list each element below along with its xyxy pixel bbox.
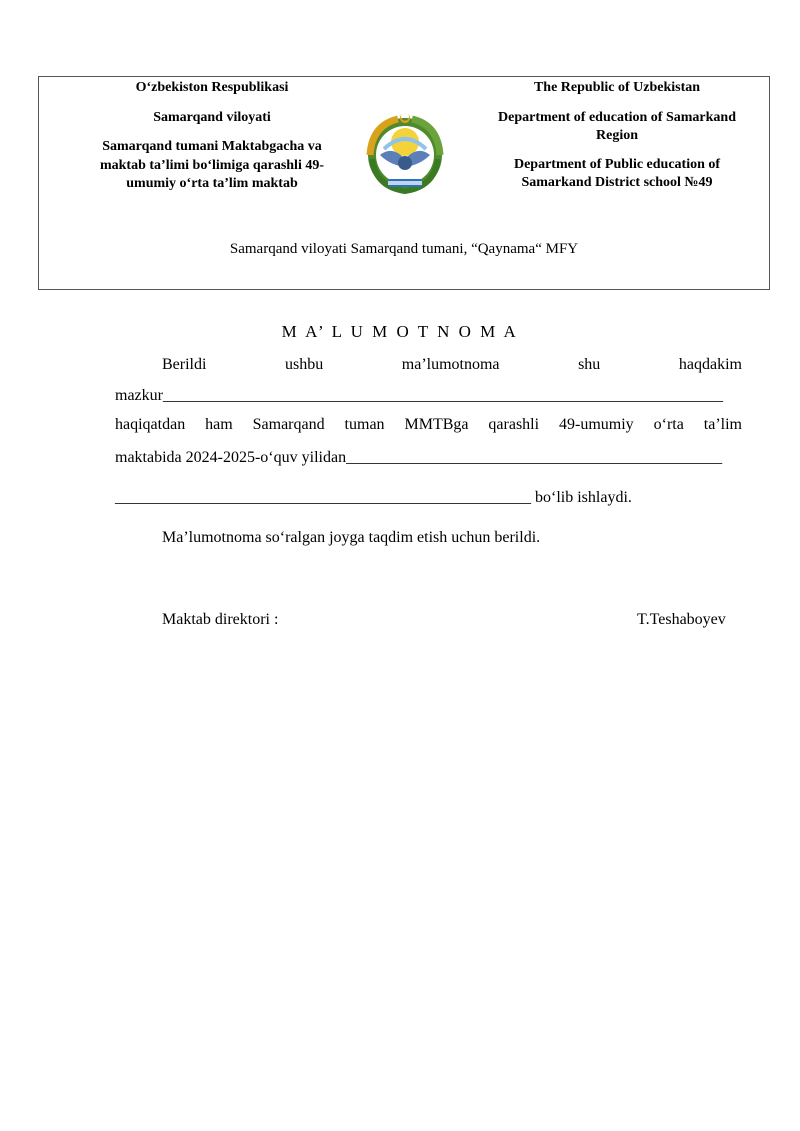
header-right-line3: Department of Public education of Samarkand District school №49 xyxy=(513,156,721,190)
signature-name: T.Teshaboyev xyxy=(637,611,726,628)
header-left-line3: Samarqand tumani Maktabgacha va maktab ta’limi bo‘limiga qarashli 49-umumiy o‘rta ta’lim maktab xyxy=(99,139,324,191)
header-box xyxy=(38,76,770,290)
word: qarashli xyxy=(488,416,540,433)
header-left-line2: Samarqand viloyati xyxy=(153,109,271,125)
header-right-column xyxy=(487,77,747,193)
word: ushbu xyxy=(284,356,324,373)
header-right-line1: The Republic of Uzbekistan xyxy=(533,80,701,95)
word: shu xyxy=(578,356,601,373)
uzbekistan-coat-of-arms-icon xyxy=(362,109,448,195)
paragraph1-line1 xyxy=(162,356,742,374)
header-left-column xyxy=(87,77,337,194)
word: 49-umumiy xyxy=(559,416,634,433)
paragraph1-line4: maktabida 2024-2025-o‘quv yilidan_______________________________________________ xyxy=(115,449,723,466)
paragraph1-line5: ____________________________________________________ bo‘lib ishlaydi. xyxy=(115,489,632,506)
document-title: M A’ L U M O T N O M A xyxy=(281,322,519,341)
word: ta’lim xyxy=(703,416,742,433)
word: haqiqatdan xyxy=(115,416,186,433)
paragraph2: Ma’lumotnoma so‘ralgan joyga taqdim etish uchun berildi. xyxy=(162,529,541,546)
header-left-line1: O‘zbekiston Respublikasi xyxy=(135,80,289,95)
word: Samarqand xyxy=(252,416,325,433)
word: o‘rta xyxy=(653,416,684,433)
word: tuman xyxy=(344,416,385,433)
word: Berildi xyxy=(162,356,207,373)
word: MMTBga xyxy=(404,416,469,433)
word: ma’lumotnoma xyxy=(401,356,500,373)
word: haqdakim xyxy=(678,356,742,373)
header-right-line2: Department of education of Samarkand Region xyxy=(498,109,736,143)
word: ham xyxy=(205,416,233,433)
paragraph1-line2: mazkur______________________________________________________________________ xyxy=(115,387,723,404)
paragraph1-line3 xyxy=(115,416,742,434)
school-address: Samarqand viloyati Samarqand tumani, “Qaynama“ MFY xyxy=(229,241,579,257)
signature-label: Maktab direktori : xyxy=(162,611,279,628)
